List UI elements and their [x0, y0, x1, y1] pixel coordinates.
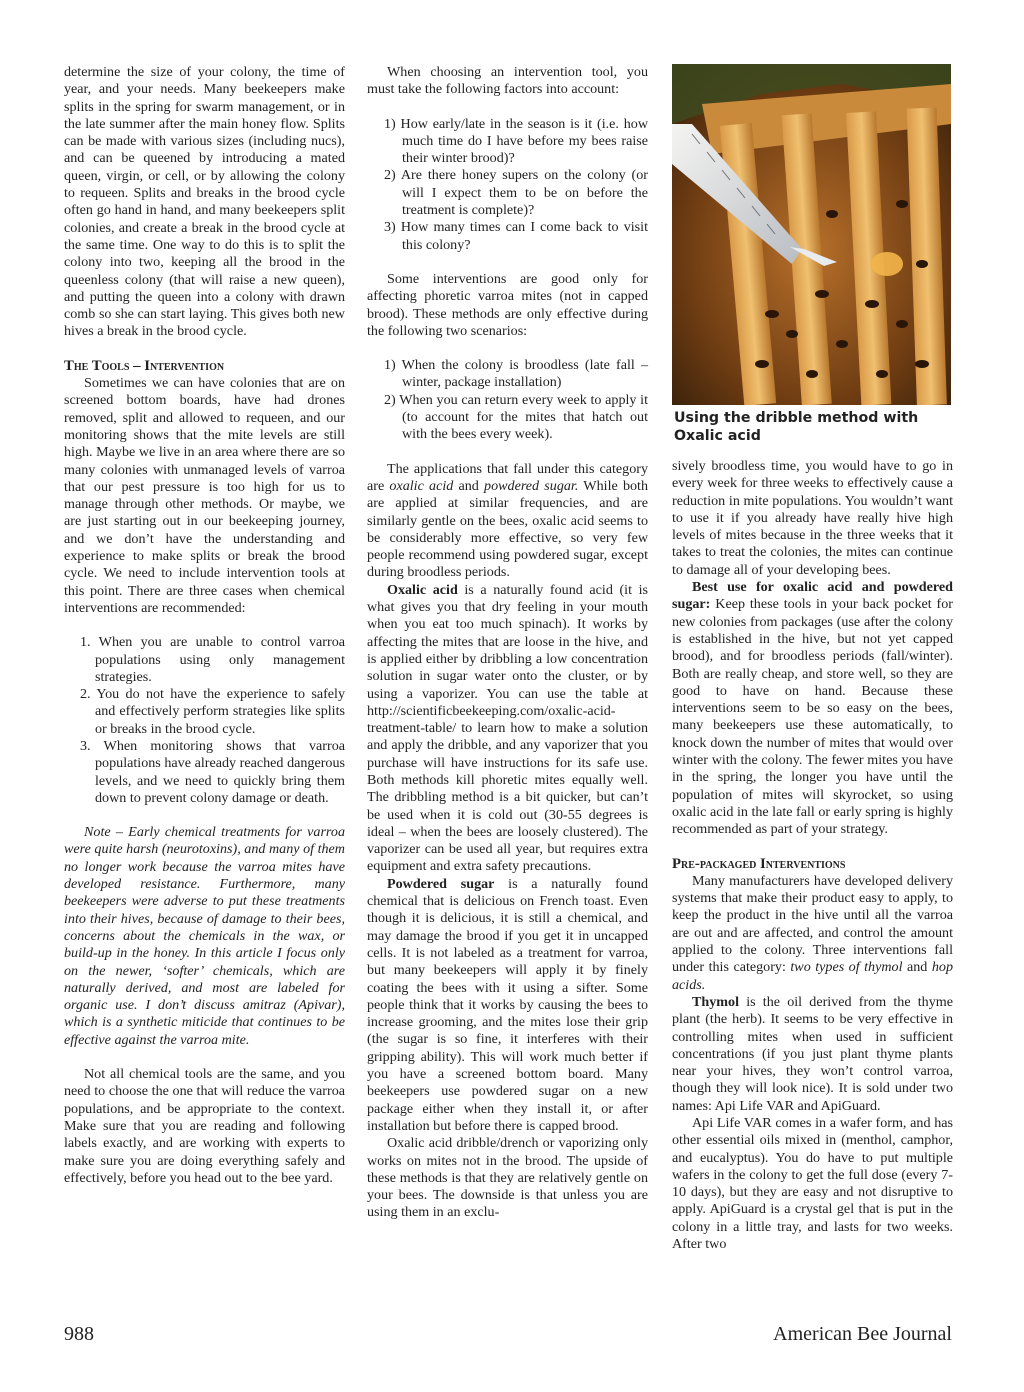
paragraph: Oxalic acid dribble/drench or vaporizing only works on mites not in the brood. The upside of these methods is that they are relatively gentle on your bees. The downside is that unless you are using them in an exclu-: [367, 1135, 648, 1221]
note-paragraph: Note – Early chemical treatments for varroa were quite harsh (neurotoxins), and many of them no longer work because the varroa mites have developed resistance. Furthermore, many beekeepers were adverse to put these treatments into their hives, because of damage to their bees, concerns about the chemicals in the wax, or build-up in the honey. In this article I focus only on the newer, ‘softer’ chemicals, which are naturally derived, and most are labeled for organic use. I don’t discuss amitraz (Apivar), which is a synthetic miticide that continues to be effective against the varroa mite.: [64, 824, 345, 1048]
list-item: 2) Are there honey supers on the colony (or will I expect them to be on before the treatment is complete)?: [384, 167, 648, 219]
paragraph: Sometimes we can have colonies that are on screened bottom boards, have had drones removed, split and allowed to requeen, and our monitoring shows that the mite levels are still high. Maybe we live in an area where there are so many colonies with unmanaged levels of varroa that our pest pressure is too high for us to manage through other methods. Or maybe, we are just starting out in our beekeeping journey, and we don’t have the understanding and experience to make splits or break the brood cycle. We need to include intervention tools at this point. There are three cases when chemical interventions are recommended:: [64, 375, 345, 616]
paragraph: Some interventions are good only for affecting phoretic varroa mites (not in capped brood). These methods are only effective during the following two scenarios:: [367, 270, 648, 339]
paragraph: determine the size of your colony, the time of year, and your needs. Many beekeepers make splits in the spring for swarm management, or in the late summer after the main honey flow. Splits can be made with various sizes (including nucs), and can be queened by introducing a mated queen, virgin, or cell, or by allowing the colony to requeen. Splits and breaks in the brood cycle often go hand in hand, and many beekeepers split colonies, and create a break in the brood cycle at the same time. One way to do this is to split the colony into two, keeping all the brood in the queenless colony (that will raise a new queen), and putting the queen into a colony with drawn comb so she can start laying. This gives both new hives a break in the brood cycle.: [64, 64, 345, 340]
paragraph: Api Life VAR comes in a wafer form, and has other essential oils mixed in (menthol, camphor, and eucalyptus). You do have to put multiple wafers in the colony to get the full dose (every 7-10 days), but they are easy and not disruptive to apply. ApiGuard is a crystal gel that is put in the colony in a little tray, and lasts for two weeks. After two: [672, 1114, 953, 1253]
oxalic-acid-paragraph: Oxalic acid is a naturally found acid (it is what gives you that dry feeling in your mouth when you eat too much spinach). It works by affecting the mites that are loose in the hive, and is applied either by dribbling a low concentration solution in sugar water onto the cluster, or by using a vaporizer. You can use the table at http://scientificbeekeeping.com/oxalic-acid-treatment-table/ to learn how to make a solution and apply the dribble, and any vaporizer that you purchase will have instructions for its safe use. Both methods kill phoretic mites equally well. The dribbling method is a bit quicker, but can’t be used when it is cold out (30-55 degrees is ideal – when the bees are loosely clustered). The vaporizer can be used all year, but requires extra equipment and extra safety precautions.: [367, 581, 648, 875]
photo-caption: Using the dribble method with Oxalic acid: [674, 410, 919, 444]
paragraph: Not all chemical tools are the same, and you need to choose the one that will reduce the varroa populations, and be appropriate to the context. Make sure that you are reading and following labels exactly, and are working with experts to make sure you are doing everything safely and effectively, before you head out to the bee yard.: [64, 1066, 345, 1186]
powdered-sugar-paragraph: Powdered sugar is a naturally found chemical that is delicious on French toast. Even though it is delicious, it is still a chemical, and may damage the brood if you get it in uncapped cells. It is not labeled as a treatment for varroa, but many beekeepers will apply it by finely coating the bees with it using a sifter. Some people think that it works by causing the bees to increase grooming, and the mites lose their grip (the sugar is so fine, it interferes with their gripping ability). This will work much better if you have a screened bottom board. Many beekeepers use powdered sugar on a new package either when they install it, or after installation but before there is capped brood.: [367, 875, 648, 1134]
best-use-paragraph: Best use for oxalic acid and powdered sugar: Keep these tools in your back pocket for new colonies from packages (use after the colony is established in the hive, but not yet capped brood), and for broodless periods (fall/winter). Both are really cheap, and store well, so they are good to have on hand. Because these interventions seem to be so easy on the bees, many beekeepers use these automatically, to knock down the number of mites that would over winter with the colony. The fewer mites you have in the spring, the longer you have until the population of mites will skyrocket, so using oxalic acid in the late fall or early spring is highly recommended as part of your strategy.: [672, 579, 954, 838]
oxalic-acid-dribble-photo: [672, 64, 951, 405]
column-2: [367, 64, 648, 1222]
list-item: 3. When monitoring shows that varroa populations have already reached dangerous levels, and we need to quickly bring them down to prevent colony damage or death.: [80, 737, 345, 806]
scenario-list: [367, 357, 648, 443]
column-3: [672, 458, 953, 1253]
list-item: 1) When the colony is broodless (late fall – winter, package installation): [384, 357, 648, 391]
paragraph: Many manufacturers have developed delivery systems that make their product easy to apply, to keep the product in the hive until all the varroa are out and are affected, and control the amount applied to the colony. Three interventions fall under this category: two types of thymol and hop acids.: [672, 872, 953, 993]
section-heading: The Tools – Intervention: [64, 357, 225, 374]
list-item: 2. You do not have the experience to safely and effectively perform strategies like splits or breaks in the brood cycle.: [80, 686, 345, 737]
paragraph: sively broodless time, you would have to go in every week for three weeks to effectively cause a reduction in mite populations. You wouldn’t want to use it if you already have really hive high levels of mites because in the three weeks that it takes to treat the colonies, the mites can continue to damage all of your developing bees.: [672, 458, 953, 578]
list-item: 3) How many times can I come back to visit this colony?: [384, 219, 648, 253]
list-item: 1. When you are unable to control varroa populations using only management strategies.: [80, 634, 345, 685]
numbered-list: [64, 634, 345, 807]
list-item: 2) When you can return every week to apply it (to account for the mites that hatch out with the bees every week).: [384, 391, 648, 443]
thymol-paragraph: Thymol is the oil derived from the thyme plant (the herb). It seems to be very effective in controlling mites when used in sufficient concentrations (if you just plant thyme plants near your hives, they won’t control varroa, though they will look nice). It is sold under two names: Api Life VAR and ApiGuard.: [672, 993, 953, 1114]
factor-list: [367, 116, 648, 254]
paragraph: The applications that fall under this category are oxalic acid and powdered sugar. While both are applied at similar frequencies, and are similarly gentle on the bees, oxalic acid seems to be considerably more effective, so very few people recommend using powdered sugar, except during broodless periods.: [367, 460, 648, 581]
column-1: [64, 64, 345, 1187]
section-heading: Pre-packaged Interventions: [672, 855, 846, 872]
page-number: 988: [64, 1323, 94, 1345]
list-item: 1) How early/late in the season is it (i.e. how much time do I have before my bees raise their winter brood)?: [384, 115, 648, 167]
paragraph: When choosing an intervention tool, you must take the following factors into account:: [367, 64, 648, 98]
journal-name: American Bee Journal: [773, 1323, 952, 1345]
